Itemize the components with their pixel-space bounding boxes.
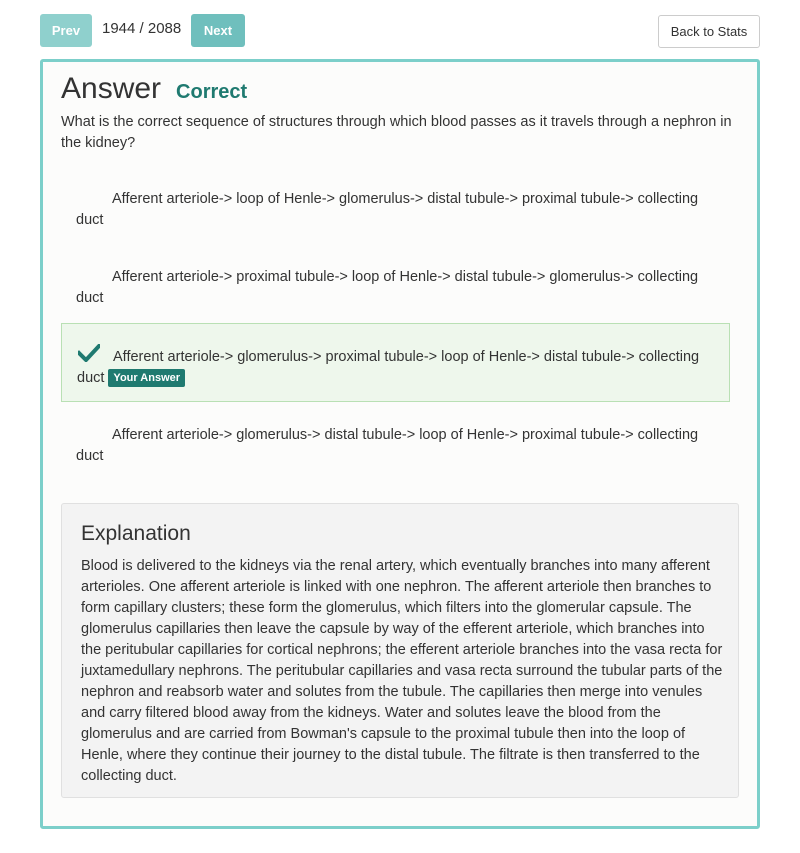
answer-option-1 bbox=[61, 166, 730, 245]
explanation-body: Blood is delivered to the kidneys via the renal artery, which eventually branches into many afferent arterioles. One afferent arteriole is linked with one nephron. The afferent arteriole then branches to form capillary clusters; these form the glomerulus, which filters into the glomerular capsule. The glomerulus capillaries then leave the capsule by way of the efferent arteriole, which branches into the peritubular capillaries for cortical nephrons; the efferent arteriole branches into the vasa recta for juxtamedullary nephrons. The peritubular capillaries and vasa recta surround the tubular parts of the nephron and reabsorb water and solutes from the tubule. The capillaries then merge into venules and carry filtered blood away from the kidneys. Water and solutes leave the blood from the glomerulus and are carried from Bowman's capsule to the proximal tubule then into the loop of Henle, where they continue their journey to the distal tubule. The filtrate is then transferred to the collecting duct. bbox=[81, 558, 723, 784]
option-text: Afferent arteriole-> loop of Henle-> glomerulus-> distal tubule-> proximal tubule-> collecting duct bbox=[76, 191, 699, 228]
answer-option-3-selected bbox=[61, 323, 730, 402]
answer-option-4 bbox=[61, 402, 730, 481]
question-text: What is the correct sequence of structures through which blood passes as it travels through a nephron in the kidney? bbox=[61, 114, 732, 151]
option-text: Afferent arteriole-> proximal tubule-> loop of Henle-> distal tubule-> glomerulus-> collecting duct bbox=[76, 269, 699, 306]
explanation-panel bbox=[61, 503, 739, 798]
answer-card bbox=[40, 59, 760, 829]
explanation-title: Explanation bbox=[81, 522, 191, 545]
prev-button[interactable]: Prev bbox=[40, 14, 92, 47]
next-button[interactable]: Next bbox=[191, 14, 245, 47]
option-text-content: Afferent arteriole-> glomerulus-> proximal tubule-> loop of Henle-> distal tubule-> collecting duct bbox=[77, 349, 700, 386]
your-answer-badge: Your Answer bbox=[108, 369, 185, 387]
answer-header bbox=[61, 72, 247, 106]
result-status: Correct bbox=[176, 81, 248, 103]
answer-title: Answer bbox=[61, 72, 162, 105]
back-to-stats-button[interactable]: Back to Stats bbox=[658, 15, 760, 48]
answer-option-2 bbox=[61, 244, 730, 323]
question-counter: 1944 / 2088 bbox=[102, 20, 182, 37]
option-text bbox=[77, 347, 717, 389]
option-text: Afferent arteriole-> glomerulus-> distal tubule-> loop of Henle-> proximal tubule-> collecting duct bbox=[76, 427, 699, 464]
